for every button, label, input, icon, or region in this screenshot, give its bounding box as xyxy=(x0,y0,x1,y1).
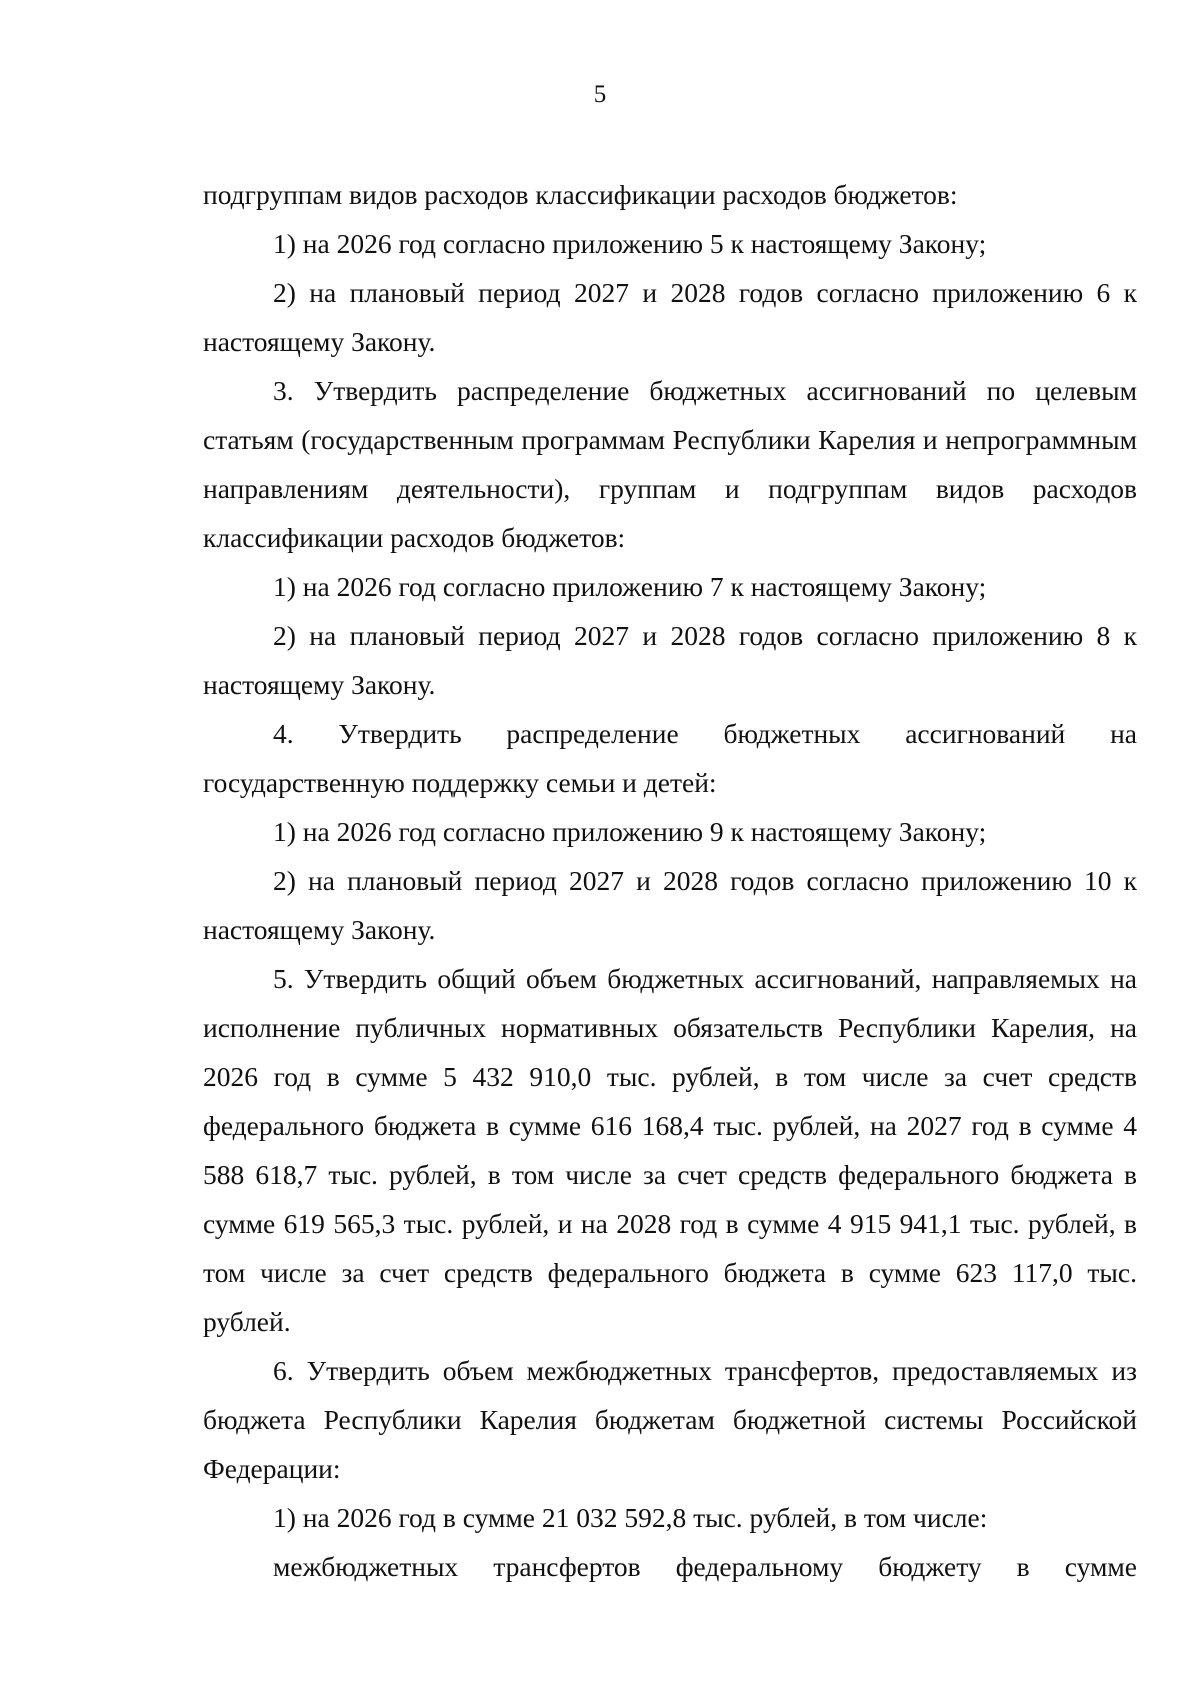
paragraph-item-4-1: 1) на 2026 год согласно приложению 9 к настоящему Закону; xyxy=(273,816,987,847)
paragraph-item-4-2: 2) на плановый период 2027 и 2028 годов согласно приложению 10 к настоящему Закону. xyxy=(203,865,1137,945)
paragraph-item-6-1: 1) на 2026 год в сумме 21 032 592,8 тыс. рублей, в том числе: xyxy=(273,1502,988,1533)
paragraph-section-6: 6. Утвердить объем межбюджетных трансфертов, предоставляемых из бюджета Республики Карелия бюджетам бюджетной системы Российской Федерации: xyxy=(203,1355,1137,1484)
paragraph-continuation: подгруппам видов расходов классификации расходов бюджетов: xyxy=(203,179,958,210)
page-number: 5 xyxy=(593,81,607,108)
paragraph-transfers-federal: межбюджетных трансфертов федеральному бюджету в сумме xyxy=(273,1551,1137,1582)
paragraph-section-4: 4. Утвердить распределение бюджетных ассигнований на государственную поддержку семьи и детей: xyxy=(203,718,1137,798)
paragraph-section-3: 3. Утвердить распределение бюджетных ассигнований по целевым статьям (государственным программам Республики Карелия и непрограммным направлениям деятельности), группам и подгруппам видов расходов классификации расходов бюджетов: xyxy=(203,375,1137,553)
paragraph-item-3-2: 2) на плановый период 2027 и 2028 годов согласно приложению 8 к настоящему Закону. xyxy=(203,620,1137,700)
paragraph-item-3-1: 1) на 2026 год согласно приложению 7 к настоящему Закону; xyxy=(273,571,987,602)
paragraph-item-2-2: 2) на плановый период 2027 и 2028 годов согласно приложению 6 к настоящему Закону. xyxy=(203,277,1137,357)
paragraph-item-2-1: 1) на 2026 год согласно приложению 5 к настоящему Закону; xyxy=(273,228,987,259)
document-body xyxy=(203,170,1137,1591)
paragraph-section-5: 5. Утвердить общий объем бюджетных ассигнований, направляемых на исполнение публичных нормативных обязательств Республики Карелия, на 2026 год в сумме 5 432 910,0 тыс. рублей, в том числе за счет средств федерального бюджета в сумме 616 168,4 тыс. рублей, на 2027 год в сумме 4 588 618,7 тыс. рублей, в том числе за счет средств федерального бюджета в сумме 619 565,3 тыс. рублей, и на 2028 год в сумме 4 915 941,1 тыс. рублей, в том числе за счет средств федерального бюджета в сумме 623 117,0 тыс. рублей. xyxy=(203,963,1137,1337)
